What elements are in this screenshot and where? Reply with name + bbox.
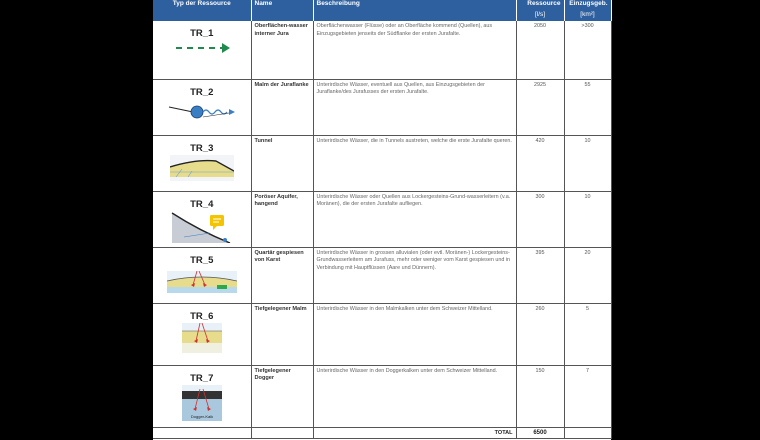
table-row xyxy=(153,191,611,247)
type-cell xyxy=(153,135,251,191)
resource-code: TR_1 xyxy=(190,28,214,39)
source-flow-icon xyxy=(167,99,237,121)
porous-aquifer-icon xyxy=(170,211,234,243)
total-row xyxy=(153,427,611,438)
catchment-value: 5 xyxy=(564,303,611,365)
catchment-value: >300 xyxy=(564,21,611,79)
catchment-value: 7 xyxy=(564,365,611,427)
resource-value: 260 xyxy=(516,303,564,365)
resource-value: 395 xyxy=(516,247,564,303)
resource-name: Quartär gespiesen von Karst xyxy=(251,247,313,303)
resource-value: 300 xyxy=(516,191,564,247)
type-cell xyxy=(153,303,251,365)
type-cell xyxy=(153,365,251,427)
resource-name: Tunnel xyxy=(251,135,313,191)
table-row xyxy=(153,247,611,303)
type-cell xyxy=(153,21,251,79)
table-row xyxy=(153,21,611,79)
tunnel-section-icon xyxy=(170,155,234,181)
catchment-value: 20 xyxy=(564,247,611,303)
resource-table xyxy=(153,0,612,439)
catchment-value: 10 xyxy=(564,135,611,191)
resource-description: Unterirdische Wässer in den Malmkalken unter dem Schweizer Mittelland. xyxy=(313,303,516,365)
resource-code: TR_5 xyxy=(190,254,214,266)
resource-code: TR_4 xyxy=(190,198,214,210)
unit-row xyxy=(153,8,611,21)
dashed-arrow-icon xyxy=(172,41,232,55)
deep-malm-icon xyxy=(182,323,222,353)
unit-catchment: [km²] xyxy=(564,8,611,21)
header-resource: Ressource xyxy=(516,0,564,8)
resource-value: 150 xyxy=(516,365,564,427)
table-row xyxy=(153,79,611,135)
catchment-value: 55 xyxy=(564,79,611,135)
resource-name: Tiefgelegener Dogger xyxy=(251,365,313,427)
resource-description: Unterirdische Wässer oder Quellen aus Lockergesteins-Grund-wasserleitern (v.a. Moränen), die der ersten Jurafalte aufliegen. xyxy=(313,191,516,247)
quaternary-karst-icon xyxy=(167,267,237,295)
header-description: Beschreibung xyxy=(313,0,516,8)
deep-dogger-icon xyxy=(182,385,222,421)
unit-resource: [l/s] xyxy=(516,8,564,21)
type-cell xyxy=(153,191,251,247)
resource-description: Unterirdische Wässer in den Doggerkalken unter dem Schweizer Mittelland. xyxy=(313,365,516,427)
resource-description: Unterirdische Wässer in grossen alluvialen (oder evtl. Moränen-) Lockergesteins-Grundwasserleitern am Jurafuss, mehr oder weniger vom Karst gespiesen und in Verbindung mit Hauptflüssen (Aare und Dünnern). xyxy=(313,247,516,303)
resource-code: TR_7 xyxy=(190,372,214,384)
total-label: TOTAL xyxy=(313,427,516,438)
header-name: Name xyxy=(251,0,313,8)
table-row xyxy=(153,365,611,427)
header-row xyxy=(153,0,611,8)
resource-name: Malm der Juraflanke xyxy=(251,79,313,135)
resource-code: TR_3 xyxy=(190,142,214,154)
resource-value: 2925 xyxy=(516,79,564,135)
resource-name: Tiefgelegener Malm xyxy=(251,303,313,365)
resource-code: TR_2 xyxy=(190,86,214,98)
header-catchment: Einzugsgeb. xyxy=(564,0,611,8)
type-cell xyxy=(153,247,251,303)
catchment-value: 10 xyxy=(564,191,611,247)
resource-code: TR_6 xyxy=(190,310,214,322)
resource-value: 2050 xyxy=(516,21,564,79)
resource-value: 420 xyxy=(516,135,564,191)
resource-table-sheet xyxy=(153,0,611,440)
resource-description: Oberflächenwasser (Flüsse) oder an Oberfläche kommend (Quellen), aus Einzugsgebieten jenseits der Südflanke der ersten Jurafalte. xyxy=(313,21,516,79)
resource-name: Oberflächen-wasser interner Jura xyxy=(251,21,313,79)
resource-description: Unterirdische Wässer, eventuell aus Quellen, aus Einzugsgebieten der Juraflanke/des Jurafusses der ersten Jurafalte. xyxy=(313,79,516,135)
table-row xyxy=(153,135,611,191)
type-cell xyxy=(153,79,251,135)
resource-name: Poröser Aquifer, hangend xyxy=(251,191,313,247)
resource-description: Unterirdische Wässer, die in Tunnels austreten, welche die erste Jurafalte queren. xyxy=(313,135,516,191)
header-type: Typ der Ressource xyxy=(153,0,251,8)
icon-label: Dogger-Kalk xyxy=(190,414,213,420)
table-row xyxy=(153,303,611,365)
total-value: 6500 xyxy=(516,427,564,438)
